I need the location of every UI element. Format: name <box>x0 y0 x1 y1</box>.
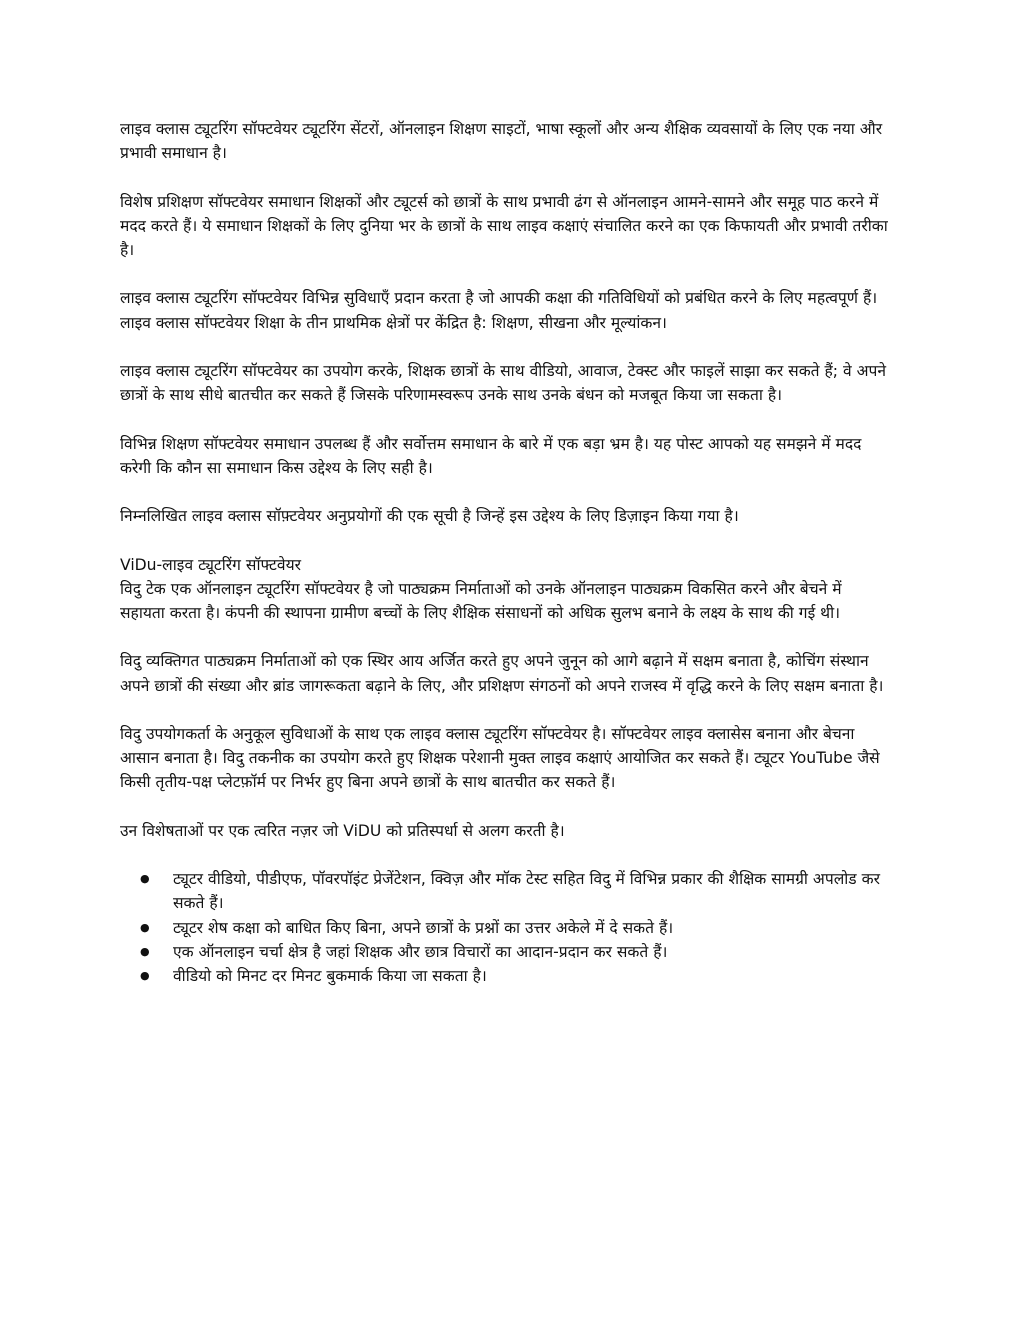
list-item <box>140 916 890 940</box>
document-page <box>120 117 890 988</box>
bullet-icon: ● <box>140 944 150 958</box>
vidu-benefits-paragraph: विदु व्यक्तिगत पाठ्यक्रम निर्माताओं को एक स्थिर आय अर्जित करते हुए अपने जुनून को आगे बढ़ाने में सक्षम बनाता है, कोचिंग संस्थान अपने छात्रों की संख्या और ब्रांड जागरूकता बढ़ाने के लिए, और प्रशिक्षण संगठनों को अपने राजस्व में वृद्धि करने के लिए सक्षम बनाता है। <box>120 652 884 695</box>
list-item-text: एक ऑनलाइन चर्चा क्षेत्र है जहां शिक्षक और छात्र विचारों का आदान-प्रदान कर सकते हैं। <box>173 942 668 961</box>
bullet-icon: ● <box>140 968 150 982</box>
training-software-paragraph: विशेष प्रशिक्षण सॉफ्टवेयर समाधान शिक्षकों और ट्यूटर्स को छात्रों के साथ प्रभावी ढंग से ऑनलाइन आमने-सामने और समूह पाठ करने में मदद करते हैं। ये समाधान शिक्षकों के लिए दुनिया भर के छात्रों के साथ लाइव कक्षाएं संचालित करने का एक किफायती और प्रभावी तरीका है। <box>120 192 888 259</box>
vidu-features-paragraph: विदु उपयोगकर्ता के अनुकूल सुविधाओं के साथ एक लाइव क्लास ट्यूटरिंग सॉफ्टवेयर है। सॉफ्टवेयर लाइव क्लासेस बनाना और बेचना आसान बनाता है। विदु तकनीक का उपयोग करते हुए शिक्षक परेशानी मुक्त लाइव कक्षाएं आयोजित कर सकते हैं। ट्यूटर YouTube जैसे किसी तृतीय-पक्ष प्लेटफ़ॉर्म पर निर्भर हुए बिना अपने छात्रों के साथ बातचीत कर सकते हैं। <box>120 724 880 792</box>
confusion-paragraph: विभिन्न शिक्षण सॉफ्टवेयर समाधान उपलब्ध हैं और सर्वोत्तम समाधान के बारे में एक बड़ा भ्रम है। यह पोस्ट आपको यह समझने में मदद करेगी कि कौन सा समाधान किस उद्देश्य के लिए सही है। <box>120 434 862 477</box>
sharing-paragraph: लाइव क्लास ट्यूटरिंग सॉफ्टवेयर का उपयोग करके, शिक्षक छात्रों के साथ वीडियो, आवाज, टेक्स्ट और फाइलें साझा कर सकते हैं; वे अपने छात्रों के साथ सीधे बातचीत कर सकते हैं जिसके परिणामस्वरूप उनके साथ उनके बंधन को मजबूत किया जा सकता है। <box>120 361 887 405</box>
features-paragraph: लाइव क्लास ट्यूटरिंग सॉफ्टवेयर विभिन्न सुविधाएँ प्रदान करता है जो आपकी कक्षा की गतिविधियों को प्रबंधित करने के लिए महत्वपूर्ण हैं। लाइव क्लास सॉफ्टवेयर शिक्षा के तीन प्राथमिक क्षेत्रों पर केंद्रित है: शिक्षण, सीखना और मूल्यांकन। <box>120 289 878 332</box>
list-item <box>140 940 890 964</box>
list-item-text: वीडियो को मिनट दर मिनट बुकमार्क किया जा सकता है। <box>173 966 487 985</box>
vidu-overview-paragraph: उन विशेषताओं पर एक त्वरित नज़र जो ViDU को प्रतिस्पर्धा से अलग करती है। <box>120 821 565 840</box>
list-item-text: ट्यूटर शेष कक्षा को बाधित किए बिना, अपने छात्रों के प्रश्नों का उत्तर अकेले में दे सकते हैं। <box>173 918 674 937</box>
intro-paragraph: लाइव क्लास ट्यूटरिंग सॉफ्टवेयर ट्यूटरिंग सेंटरों, ऑनलाइन शिक्षण साइटों, भाषा स्कूलों और अन्य शैक्षिक व्यवसायों के लिए एक नया और प्रभावी समाधान है। <box>120 120 883 163</box>
bullet-icon: ● <box>140 872 150 886</box>
list-intro-paragraph: निम्नलिखित लाइव क्लास सॉफ़्टवेयर अनुप्रयोगों की एक सूची है जिन्हें इस उद्देश्य के लिए डिज़ाइन किया गया है। <box>120 507 739 526</box>
vidu-description-paragraph: विदु टेक एक ऑनलाइन ट्यूटरिंग सॉफ्टवेयर है जो पाठ्यक्रम निर्माताओं को उनके ऑनलाइन पाठ्यक्रम विकसित करने और बेचने में सहायता करता है। कंपनी की स्थापना ग्रामीण बच्चों के लिए शैक्षिक संसाधनों को अधिक सुलभ बनाने के लक्ष्य के साथ की गई थी। <box>120 579 842 622</box>
feature-list <box>120 867 890 988</box>
list-item <box>140 964 890 988</box>
section-heading: ViDu-लाइव ट्यूटरिंग सॉफ्टवेयर <box>120 555 301 574</box>
list-item-text: ट्यूटर वीडियो, पीडीएफ, पॉवरपॉइंट प्रेजेंटेशन, क्विज़ और मॉक टेस्ट सहित विदु में विभिन्न प्रकार की शैक्षिक सामग्री अपलोड कर सकते हैं। <box>173 870 880 913</box>
list-item <box>140 867 890 915</box>
bullet-icon: ● <box>140 920 150 934</box>
